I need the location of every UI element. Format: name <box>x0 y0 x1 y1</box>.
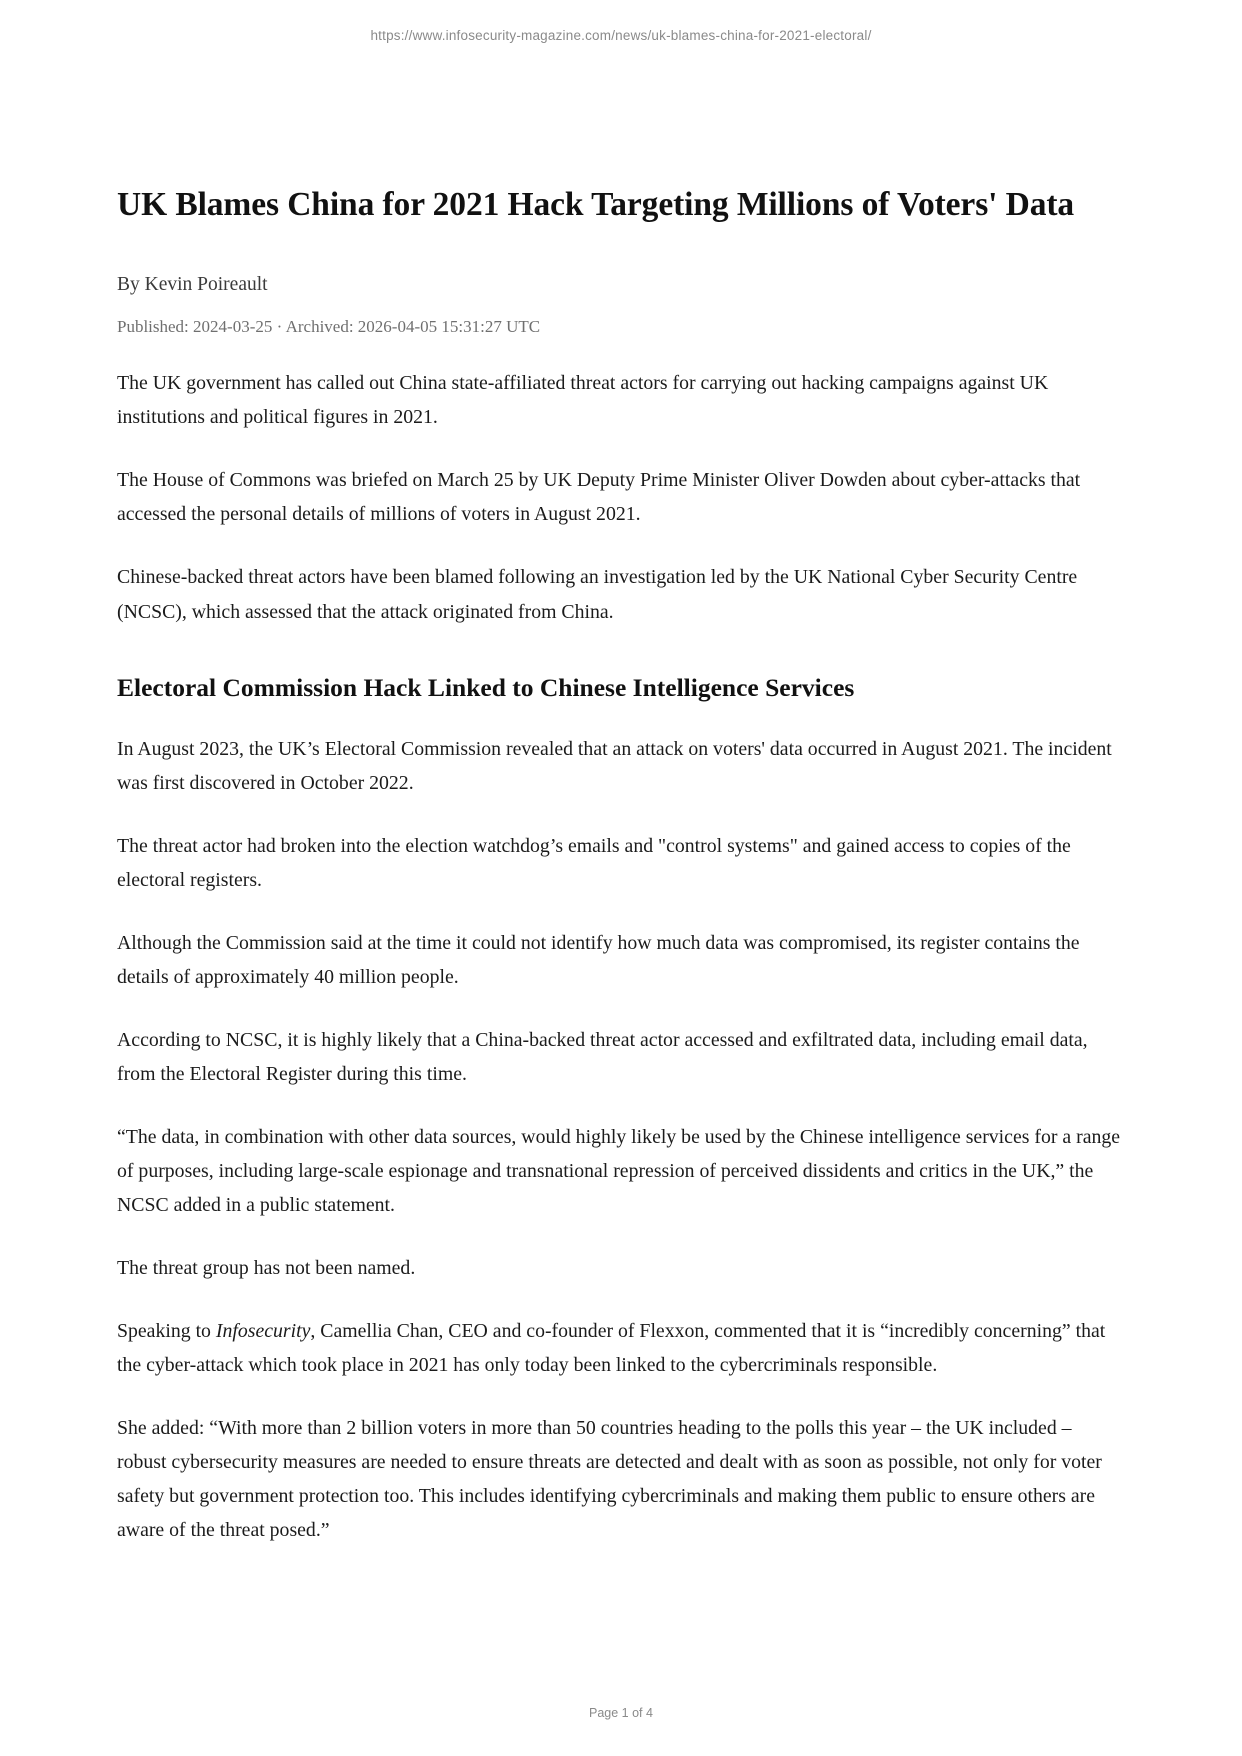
quote-prefix: Speaking to <box>117 1320 216 1343</box>
source-url: https://www.infosecurity-magazine.com/news/uk-blames-china-for-2021-electoral/ <box>370 28 872 43</box>
paragraph: Chinese-backed threat actors have been blamed following an investigation led by the UK National Cyber Security Centre (NCSC), which assessed that the attack originated from China. <box>117 566 1078 623</box>
paragraph: In August 2023, the UK’s Electoral Commission revealed that an attack on voters' data occurred in August 2021. The incident was first discovered in October 2022. <box>117 737 1112 794</box>
page-footer: Page 1 of 4 <box>589 1706 653 1720</box>
paragraph: She added: “With more than 2 billion voters in more than 50 countries heading to the polls this year – the UK included – robust cybersecurity measures are needed to ensure threats are detected and dealt with as soon as possible, not only for voter safety but government protection too. This includes identifying cybercriminals and making them public to ensure others are aware of the threat posed.” <box>117 1417 1102 1542</box>
quote-suffix: , Camellia Chan, CEO and co-founder of Flexxon, commented that it is “incredibly concerning” that the cyber-attack which took place in 2021 has only today been linked to the cybercriminals responsible. <box>117 1320 1106 1377</box>
paragraph: “The data, in combination with other data sources, would highly likely be used by the Chinese intelligence services for a range of purposes, including large-scale espionage and transnational repression of perceived dissidents and critics in the UK,” the NCSC added in a public statement. <box>117 1125 1121 1217</box>
publication-name: Infosecurity <box>215 1320 311 1343</box>
paragraph: Although the Commission said at the time it could not identify how much data was compromised, its register contains the details of approximately 40 million people. <box>117 931 1080 988</box>
paragraph: The threat actor had broken into the election watchdog’s emails and "control systems" and gained access to copies of the electoral registers. <box>117 834 1071 891</box>
paragraph: The House of Commons was briefed on March 25 by UK Deputy Prime Minister Oliver Dowden about cyber-attacks that accessed the personal details of millions of voters in August 2021. <box>117 469 1081 526</box>
page-title: UK Blames China for 2021 Hack Targeting Millions of Voters' Data <box>117 186 1075 223</box>
paragraph: The threat group has not been named. <box>117 1257 416 1280</box>
paragraph: According to NCSC, it is highly likely that a China-backed threat actor accessed and exfiltrated data, including email data, from the Electoral Register during this time. <box>117 1028 1088 1085</box>
section-heading: Electoral Commission Hack Linked to Chinese Intelligence Services <box>117 672 855 702</box>
article-content <box>117 178 1125 1547</box>
paragraph: The UK government has called out China state-affiliated threat actors for carrying out hacking campaigns against UK institutions and political figures in 2021. <box>117 372 1049 429</box>
article-byline: By Kevin Poireault <box>117 274 268 296</box>
article-meta: Published: 2024-03-25 · Archived: 2026-04-05 15:31:27 UTC <box>117 317 541 337</box>
paragraph-with-emphasis <box>117 1314 1125 1382</box>
